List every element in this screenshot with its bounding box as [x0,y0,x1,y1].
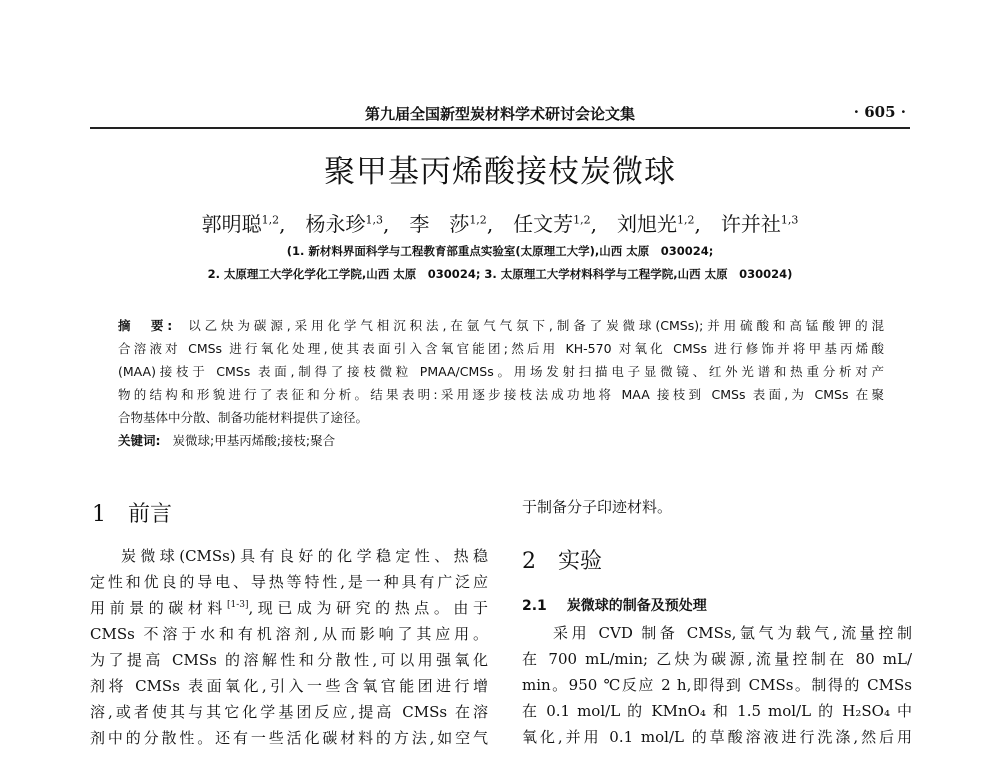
keywords-label: 关键词: [118,433,161,448]
author-name: 李 莎 [409,212,470,236]
affiliation: 2. 太原理工大学化学化工学院,山西 太原 030024; 3. 太原理工大学材料科学与工程学院,山西 太原 030024) [207,267,793,281]
subsection-number: 2.1 [522,598,547,614]
author-sup: 1,3 [365,213,383,227]
author-sup: 1,3 [780,213,799,227]
abstract-line: 合物基体中分散、制备功能材料提供了途径。 [118,410,369,425]
body-line: 为了提高 CMSs 的溶解性和分散性,可以用强氧化 [90,651,488,669]
body-line: 采用 CVD 制备 CMSs,氩气为载气,流量控制 [553,624,912,642]
abstract-line: 合溶液对 CMSs 进行氧化处理,使其表面引入含氧官能团;然后用 KH-570 对氧化 CMSs 进行修饰并将甲基丙烯酸 [118,341,884,356]
running-header [90,101,910,129]
section-heading-1 [92,497,172,528]
author: 李 莎$^{1,2}$, [409,212,494,236]
author-name: 任文芳 [513,212,574,236]
author [721,208,799,237]
author-name: 杨永珍 [305,212,366,236]
abstract-text: 以乙炔为碳源,采用化学气相沉积法,在氩气气氛下,制备了炭微球(CMSs);并用硫酸和高锰酸钾的混 [184,318,884,333]
paper-title: 聚甲基丙烯酸接枝炭微球 [324,154,676,190]
body-line: 溶,或者使其与其它化学基团反应,提高 CMSs 在溶 [90,703,488,721]
body-text: ,现已成为研究的热点。由于 [248,599,488,617]
author: 杨永珍$^{1,3}$, [305,212,390,236]
affiliation: (1. 新材料界面科学与工程教育部重点实验室(太原理工大学),山西 太原 030024; [286,244,714,258]
author-sup: 1,2 [573,213,591,227]
body-text: 用前景的碳材料 [90,599,227,617]
section-number: 2 [522,549,536,574]
body-line: 剂中的分散性。还有一些活化碳材料的方法,如空气 [90,729,488,747]
author: 郭明聪$^{1,2}$, [201,212,286,236]
author-sup: 1,2 [469,213,487,227]
section-title: 实验 [558,549,603,574]
section-title: 前言 [128,502,173,527]
abstract-line [118,316,884,336]
running-header-title: 第九届全国新型炭材料学术研讨会论文集 [364,105,635,123]
page-number: · 605 · [853,103,906,121]
author-sup: 1,2 [677,213,695,227]
body-line: 炭微球(CMSs)具有良好的化学稳定性、热稳 [121,547,488,565]
body-line: min。950 ℃反应 2 h,即得到 CMSs。制得的 CMSs [522,676,912,694]
body-line [90,597,488,619]
author: 任文芳$^{1,2}$, [513,212,598,236]
abstract-label: 摘 要: [118,318,173,333]
body-line: 定性和优良的导电、导热等特性,是一种具有广泛应 [90,573,488,591]
keywords-text: 炭微球;甲基丙烯酸;接枝;聚合 [172,433,336,448]
body-line: 剂将 CMSs 表面氧化,引入一些含氧官能团进行增 [90,677,488,695]
section-heading-2 [522,544,602,575]
citation: [1-3] [226,600,249,610]
subsection-title: 炭微球的制备及预处理 [566,598,707,614]
abstract-line: 物的结构和形貌进行了表征和分析。结果表明:采用逐步接枝法成功地将 MAA 接枝到 CMSs 表面,为 CMSs 在聚 [118,387,884,402]
body-line: 在 0.1 mol/L 的 KMnO₄ 和 1.5 mol/L 的 H₂SO₄ 中 [522,702,912,720]
subsection-heading [522,595,707,615]
body-line: 于制备分子印迹材料。 [522,498,673,516]
abstract-line: (MAA)接枝于 CMSs 表面,制得了接枝微粒 PMAA/CMSs。用场发射扫描电子显微镜、红外光谱和热重分析对产 [118,364,884,379]
author: 刘旭光$^{1,2}$, [617,212,701,236]
author-list [90,208,910,237]
body-line: 氧化,并用 0.1 mol/L 的草酸溶液进行洗涤,然后用 [522,728,912,746]
body-line: CMSs 不溶于水和有机溶剂,从而影响了其应用。 [90,625,488,643]
section-number: 1 [92,502,106,527]
body-line: 在 700 mL/min; 乙炔为碳源,流量控制在 80 mL/ [522,650,912,668]
author-name: 刘旭光 [617,212,678,236]
keywords-line [118,431,884,451]
author-name: 许并社 [720,212,781,236]
author-sup: 1,2 [261,213,280,227]
author-name: 郭明聪 [201,212,262,236]
